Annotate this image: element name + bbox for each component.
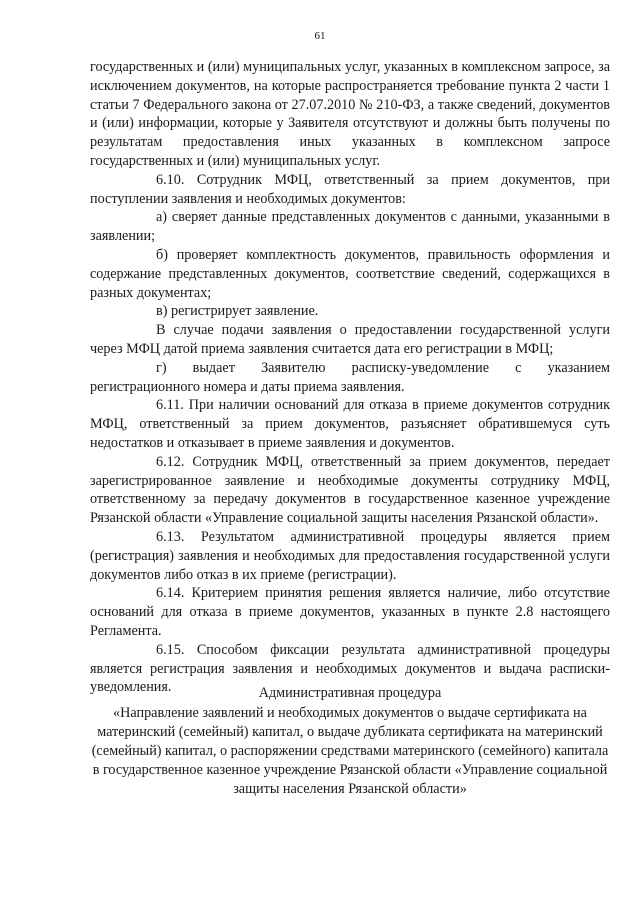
- paragraph-continuation: государственных и (или) муниципальных услуг, указанных в комплексном запросе, за исключением документов, на которые распространяется требование пункта 2 части 1 статьи 7 Федерального закона от 27.07.2010 № 210-ФЗ, а также сведений, документов и (или) информации, которые у Заявителя отсутствуют и должны быть получены по результатам предоставления иных указанных в комплексном запросе государственных и (или) муниципальных услуг.: [90, 59, 610, 169]
- body-text: [90, 58, 610, 697]
- heading-subtitle: «Направление заявлений и необходимых документов о выдаче сертификата на материнский (семейный) капитал, о выдаче дубликата сертификата на материнский (семейный) капитал, о распоряжении средствами материнского (семейного) капитала в государственное казенное учреждение Рязанской области «Управление социальной защиты населения Рязанской области»: [91, 705, 609, 797]
- paragraph-mfc-date: В случае подачи заявления о предоставлении государственной услуги через МФЦ датой приема заявления считается дата его регистрации в МФЦ;: [90, 322, 610, 357]
- paragraph-6-11: 6.11. При наличии оснований для отказа в приеме документов сотрудник МФЦ, ответственный за прием документов, разъясняет обратившемуся суть недостатков и отказывает в приеме заявления и документов.: [90, 397, 610, 451]
- list-item-g: г) выдает Заявителю расписку-уведомление с указанием регистрационного номера и даты приема заявления.: [90, 359, 610, 395]
- list-item-b: б) проверяет комплектность документов, правильность оформления и содержание представленных документов, соответствие сведений, содержащихся в разных документах;: [90, 246, 610, 301]
- section-heading: [90, 684, 610, 799]
- heading-title: Административная процедура: [258, 685, 442, 701]
- paragraph-6-15: 6.15. Способом фиксации результата административной процедуры является регистрация заявления и необходимых документов и выдача расписки-уведомления.: [90, 641, 610, 696]
- paragraph-6-14: 6.14. Критерием принятия решения является наличие, либо отсутствие оснований для отказа в приеме документов, указанных в пункте 2.8 настоящего Регламента.: [90, 585, 610, 639]
- page-number: 61: [314, 30, 326, 42]
- paragraph-6-12: 6.12. Сотрудник МФЦ, ответственный за прием документов, передает зарегистрированное заявление и необходимые документы сотруднику МФЦ, ответственному за передачу документов в государственное казенное учреждение Рязанской области «Управление социальной защиты населения Рязанской области».: [90, 453, 610, 527]
- list-item-v: в) регистрирует заявление.: [156, 303, 319, 320]
- paragraph-6-10: 6.10. Сотрудник МФЦ, ответственный за прием документов, при поступлении заявления и необходимых документов:: [90, 171, 610, 207]
- list-item-a: а) сверяет данные представленных документов с данными, указанными в заявлении;: [90, 209, 610, 245]
- paragraph-6-13: 6.13. Результатом административной процедуры является прием (регистрация) заявления и необходимых для предоставления государственной услуги документов либо отказ в их приеме (регистрации).: [90, 528, 610, 583]
